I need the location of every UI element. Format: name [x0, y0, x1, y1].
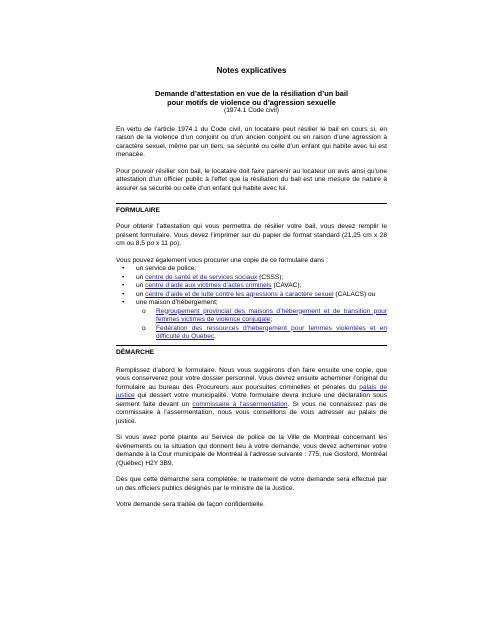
link-regroupement[interactable]: Regroupement provincial des maisons d’hébergement et de transition pour femmes victimes de violence conjugale: [156, 307, 387, 323]
link-palais-de-justice[interactable]: palais de justice: [116, 383, 387, 399]
intro-paragraph-1: En vertu de l’article 1974.1 du Code civil, un locataire peut résilier le bail en cours si, en raison de la violence d’un conjoint ou d’un ancien conjoint ou en raison d’une agression à caractère sexuel, même par un tiers, sa sécurité ou celle d’un enfant qui habite avec lui est menacée.: [116, 125, 387, 158]
paragraph-text: Remplissez d’abord le formulaire. Nous vous suggérons d’en faire ensuite une copie, que vous conserverez pour votre dossier personnel. Vous devrez ensuite acheminer l’original du formulaire au bureau des Procureurs aux poursuites criminelles et pénales du: [116, 366, 387, 391]
sub-bullet-icon: o: [142, 324, 146, 332]
list-item-suffix: ;: [270, 316, 273, 323]
list-item: [116, 282, 387, 291]
demarche-paragraph-2: Si vous avez porté plainte au Service de police de la Ville de Montréal concernant les événements ou la situation qui donnent lieu à votre demande, vous devez acheminer votre demande à la Cour municipale de Montréal à l’adresse suivante : 775, rue Gosford, Montréal (Québec) H2Y 3B9.: [116, 434, 387, 467]
sub-bullet-icon: o: [142, 307, 146, 315]
link-commissaire-assermentation[interactable]: commissaire à l’assermentation: [192, 400, 288, 408]
bullet-icon: •: [122, 273, 125, 281]
list-item-suffix: .: [214, 333, 217, 340]
demarche-paragraph-1: [116, 367, 387, 427]
bullet-icon: •: [122, 265, 125, 272]
list-item: [134, 325, 387, 342]
document-subtitle-line2: pour motifs de violence ou d’agression sexuelle: [167, 98, 336, 107]
list-item: [116, 265, 387, 274]
document-body: [116, 66, 387, 510]
list-item-suffix: (CAVAC);: [271, 282, 302, 289]
intro-paragraph-2: Pour pouvoir résilier son bail, le locataire doit faire parvenir au locateur un avis ainsi qu’une attestation d’un officier public à l’effet que la résiliation du bail est une mesure de nature à assurer sa sécurité ou celle d’un enfant qui habite avec lui.: [116, 167, 387, 192]
list-item-police: un service de police;: [136, 265, 197, 272]
document-subtitle-line1: Demande d’attestation en vue de la résiliation d’un bail: [154, 89, 349, 98]
formulaire-paragraph-1: Pour obtenir l’attestation qui vous permettra de résilier votre bail, vous devez remplir le présent formulaire. Vous devez l’imprimer sur du papier de format standard (21,25 cm x 28 cm ou 8,5 po x 11 po).: [116, 223, 387, 247]
demarche-paragraph-3: Dès que cette démarche sera complétée, le traitement de votre demande sera effectué par un des officiers publics désignés par le ministre de la Justice.: [116, 476, 387, 492]
link-cavac[interactable]: centre d’aide aux victimes d’actes criminels: [145, 282, 272, 289]
page-title: Notes explicatives: [216, 66, 287, 75]
paragraph-text: qui dessert votre municipalité. Votre formulaire devra inclure une déclaration sous serment faite devant un: [116, 392, 387, 408]
list-item-maison: une maison d’hébergement;: [136, 299, 218, 306]
list-item-suffix: (CSSS);: [257, 273, 284, 281]
bullet-icon: •: [122, 290, 125, 298]
list-item-prefix: un: [136, 273, 146, 281]
list-item-suffix: (CALACS) ou: [333, 290, 376, 298]
code-reference: (1974.1 Code civil): [224, 107, 279, 114]
section-heading-demarche: DÉMARCHE: [116, 348, 155, 356]
maison-sub-list: [134, 308, 387, 342]
link-csss[interactable]: centre de santé et de services sociaux: [145, 273, 258, 281]
link-federation[interactable]: Fédération des ressources d’hébergement pour femmes violentées et en difficulté du Québec: [156, 324, 387, 340]
distribution-list: [116, 265, 387, 342]
list-item: [116, 274, 387, 283]
list-item-prefix: un: [136, 290, 146, 298]
formulaire-paragraph-2: Vous pouvez également vous procurer une copie de ce formulaire dans :: [116, 256, 328, 264]
list-item: [116, 299, 387, 342]
list-item: [134, 308, 387, 325]
paragraph-text: . Si vous ne connaissez pas de commissaire à l’assermentation, nous vous conseillons de vous adresser au palais de justice.: [116, 400, 387, 425]
list-item: [116, 291, 387, 300]
bullet-icon: •: [122, 299, 125, 306]
bullet-icon: •: [122, 282, 125, 289]
link-calacs[interactable]: centre d’aide et de lutte contre les agressions à caractère sexuel: [145, 290, 334, 298]
demarche-paragraph-4: Votre demande sera traitée de façon confidentielle.: [116, 501, 265, 508]
section-heading-formulaire: FORMULAIRE: [116, 207, 160, 214]
list-item-prefix: un: [136, 282, 146, 289]
